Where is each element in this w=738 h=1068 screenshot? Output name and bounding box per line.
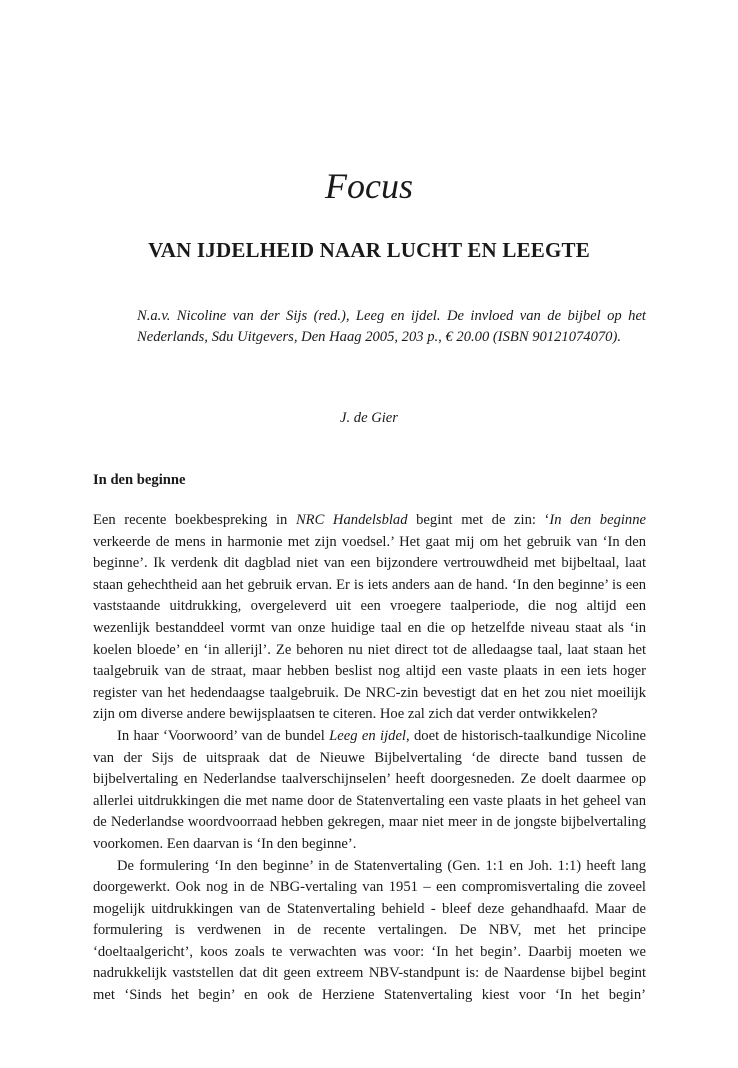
bibliographic-reference: N.a.v. Nicoline van der Sijs (red.), Leeg en ijdel. De invloed van de bijbel op het Nederlands, Sdu Uitgevers, Den Haag 2005, 203 p., € 20.00 (ISBN 90121074070). — [137, 308, 646, 345]
paragraph-1-text-e: verkeerde de mens in harmonie met zijn voedsel.’ Het gaat mij om het gebruik van ‘In den beginne’. Ik verdenk dit dagblad niet van een bijzondere vertrouwdheid met bijbeltaal, laat staan gehechtheid aan het gebruik ervan. Er is iets anders aan de hand. ‘In den beginne’ is een vaststaande uitdrukking, overgeleverd uit een vroegere taalperiode, die nog altijd een wezenlijk bestanddeel vormt van onze huidige taal en die op hetzelfde niveau staat als ‘in koelen bloede’ en ‘in allerijl’. Ze behoren nu niet direct tot de alledaagse taal, laat staan het taalgebruik van de straat, maar hebben beslist nog altijd een vaste plaats in een iets hoger register van het hedendaagse taalgebruik. De NRC-zin bevestigt dat en het zou niet moeilijk zijn om diverse andere bewijsplaatsen te citeren. Hoe zal zich dat verder ontwikkelen? — [93, 533, 646, 723]
section-heading: In den beginne — [93, 472, 186, 488]
paragraph-1-text-c: begint met de zin: ‘ — [407, 512, 550, 528]
author-name: J. de Gier — [340, 410, 398, 426]
quoted-phrase: In den beginne — [549, 512, 647, 528]
paragraph-3: De formulering ‘In den beginne’ in de Statenvertaling (Gen. 1:1 en Joh. 1:1) heeft lang doorgewerkt. Ook nog in de NBG-vertaling van 1951 – een compromisvertaling die zoveel mogelijk uitdrukkingen van de Statenvertaling behield - bleef deze gehandhaafd. Maar de formulering is verdwenen in de recente vertalingen. De NBV, met het principe ‘doeltaalgericht’, koos zoals te verwachten was voor: ‘In het begin’. Daarbij moeten we nadrukkelijk vaststellen dat dit geen extreem NBV-standpunt is: de Naardense bijbel begint met ‘Sinds het begin’ en ook de Herziene Statenvertaling kiest voor ‘In het begin’ — [93, 857, 646, 1004]
paragraph-2-text-c: , doet de historisch-taalkundige Nicoline van der Sijs de uitspraak dat de Nieuwe Bijbelvertaling ‘de directe band tussen de bijbelvertaling en Nederlandse taalverschijnselen’ heeft doorgesneden. Ze doelt daarmee op allerlei uitdrukkingen die met name door de Statenvertaling een vaste plaats in het geheel van de Nederlandse woordvoorraad hebben gekregen, maar niet meer in de jongste bijbelvertaling voorkomen. Een daarvan is ‘In den beginne’. — [93, 727, 646, 852]
book-title: Leeg en ijdel — [329, 727, 406, 744]
newspaper-title: NRC Handelsblad — [295, 512, 408, 528]
paragraph-2 — [93, 726, 646, 856]
body-text — [93, 510, 646, 1007]
section-label: Focus — [325, 166, 413, 206]
paragraph-1 — [93, 510, 646, 726]
paragraph-2-text-a: In haar ‘Voorwoord’ van de bundel — [117, 727, 330, 744]
article-title: VAN IJDELHEID NAAR LUCHT EN LEEGTE — [148, 238, 590, 262]
paragraph-1-text-a: Een recente boekbespreking in — [93, 512, 296, 528]
